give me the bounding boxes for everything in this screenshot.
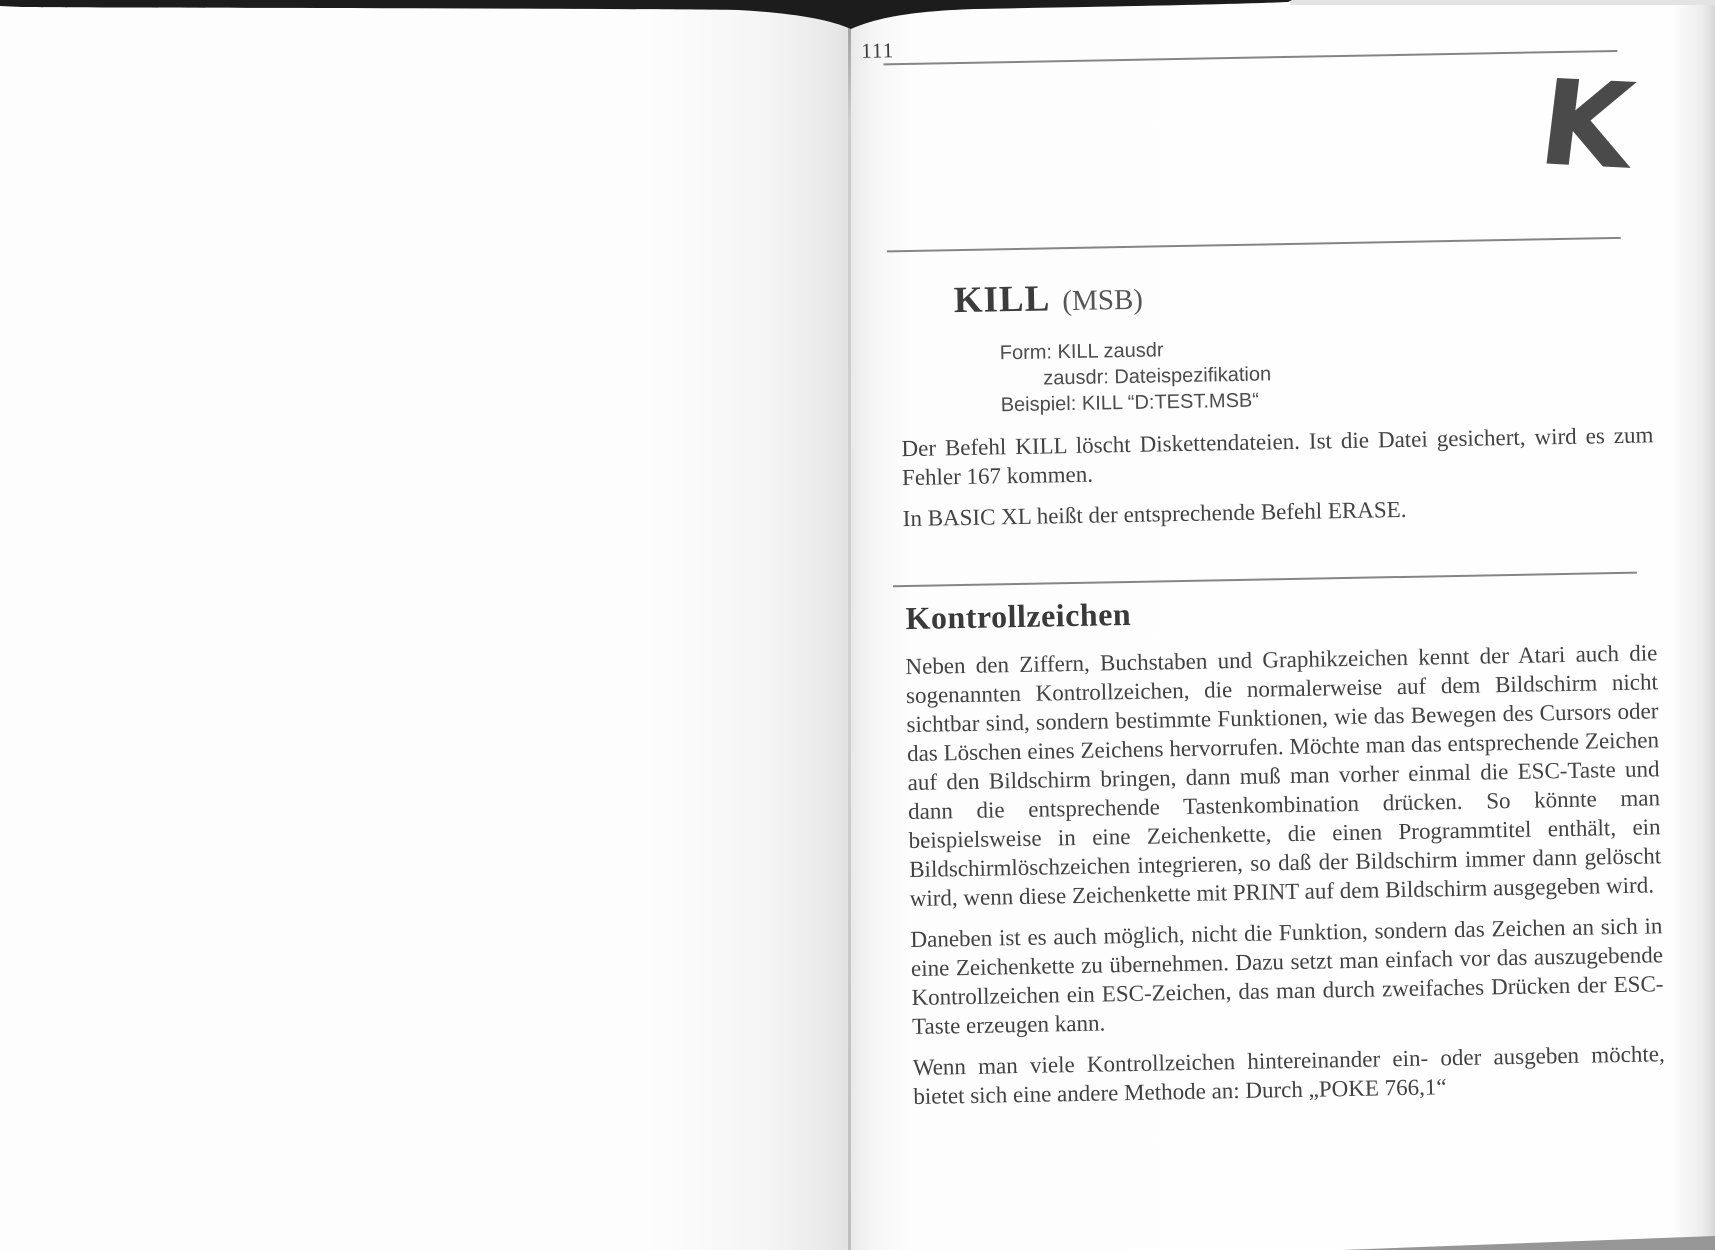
spec-zausdr-label: zausdr:	[1043, 366, 1110, 390]
kill-paragraph: In BASIC XL heißt der entsprechende Befehl ERASE.	[902, 496, 1407, 532]
kontrollzeichen-section-divider	[893, 572, 1637, 588]
kill-paragraph: Der Befehl KILL löscht Diskettendateien. Ist die Datei gesichert, wird es zum Fehler 167 kommen.	[901, 422, 1654, 491]
kill-title-suffix: (MSB)	[1062, 283, 1144, 318]
header-rule	[883, 50, 1617, 65]
kontrollzeichen-paragraph: Wenn man viele Kontrollzeichen hintereinander ein- oder ausgeben möchte, bietet sich eine andere Methode an: Durch „POKE 766,1“	[912, 1041, 1665, 1110]
kontrollzeichen-description	[905, 638, 1666, 1123]
kontrollzeichen-paragraph: Daneben ist es auch möglich, nicht die Funktion, sondern das Zeichen an sich in eine Zeichenkette zu übernehmen. Dazu setzt man einfach vor das auszugebende Kontrollzeichen ein ESC-Zeichen, das man durch zweifaches Drücken der ESC-Taste erzeugen kann.	[910, 913, 1664, 1040]
page-content	[838, 0, 1715, 1250]
spec-form-label: Form:	[999, 341, 1053, 365]
kontrollzeichen-heading: Kontrollzeichen	[905, 595, 1132, 637]
spec-beispiel-line	[1000, 387, 1271, 418]
kontrollzeichen-paragraph: Neben den Ziffern, Buchstaben und Graphikzeichen kennt der Atari auch die sogenannten Kontrollzeichen, die normalerweise auf dem Bildschirm nicht sichtbar sind, sondern bestimmte Funktionen, wie das Bewegen des Cursors oder das Löschen eines Zeichens hervorrufen. Möchte man das entsprechende Zeichen auf den Bildschirm bringen, dann muß man vorher einmal die ESC-Taste und dann die entsprechende Tastenkombination drücken. So könnte man beispielsweise in eine Zeichenkette, die einen Programmtitel enthält, ein Bildschirmlöschzeichen integrieren, so daß der Bildschirm immer dann gelöscht wird, wenn diese Zeichenkette mit PRINT auf dem Bildschirm ausgegeben wird.	[905, 640, 1662, 912]
kill-section-divider	[887, 237, 1621, 252]
spec-zausdr-value: Dateispezifikation	[1114, 363, 1272, 389]
spec-beispiel-label: Beispiel:	[1000, 392, 1077, 417]
kill-title: KILL	[953, 278, 1051, 322]
kill-section-heading	[953, 276, 1143, 322]
spec-form-value: KILL zausdr	[1057, 339, 1164, 364]
kill-syntax-block	[1000, 335, 1272, 418]
left-blank-page	[0, 0, 851, 1250]
chapter-tab-letter: K	[1532, 53, 1641, 196]
page-number: 111	[860, 38, 895, 63]
kill-description	[901, 420, 1655, 545]
spec-beispiel-value: KILL “D:TEST.MSB“	[1081, 389, 1260, 415]
